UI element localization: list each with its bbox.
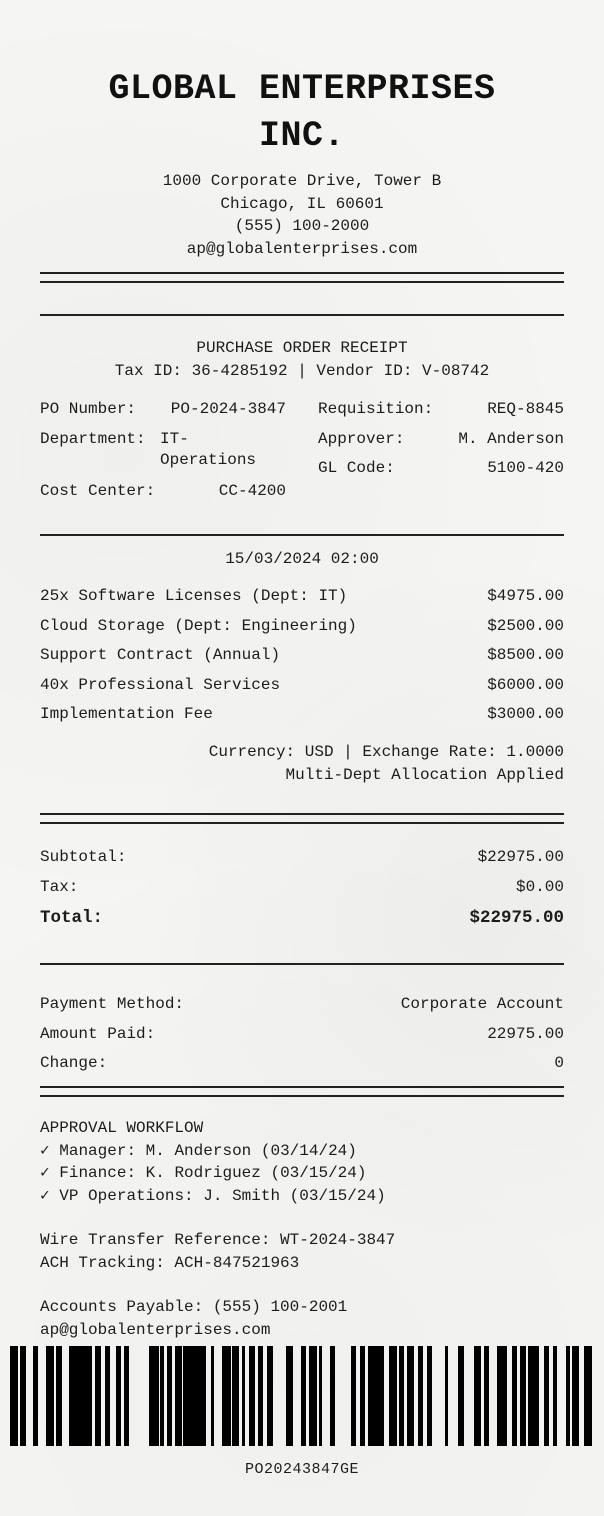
line-item-amount: $6000.00 <box>487 675 564 694</box>
company-address-block <box>40 170 564 260</box>
requisition-label: Requisition: <box>318 400 434 418</box>
po-meta-right <box>318 398 564 502</box>
barcode-gap <box>592 1346 594 1446</box>
cost-center-label: Cost Center: <box>40 482 156 500</box>
po-number-value: PO-2024-3847 <box>170 400 286 418</box>
change-value: 0 <box>554 1054 564 1072</box>
gl-code-value: 5100-420 <box>487 459 564 477</box>
change-row <box>40 1052 564 1074</box>
line-item-desc: Cloud Storage (Dept: Engineering) <box>40 616 357 635</box>
barcode-bar <box>69 1346 92 1446</box>
line-item <box>40 644 564 666</box>
approver-label: Approver: <box>318 430 405 448</box>
ach-tracking: ACH Tracking: ACH-847521963 <box>40 1253 300 1272</box>
requisition-value: REQ-8845 <box>487 400 564 418</box>
po-meta-left <box>40 398 286 502</box>
ap-phone: Accounts Payable: (555) 100-2001 <box>40 1298 348 1316</box>
approval-step: ✓ VP Operations: J. Smith (03/15/24) <box>40 1186 386 1205</box>
cost-center-value: CC-4200 <box>218 482 286 500</box>
divider-single <box>40 963 564 965</box>
department-value-line1: IT- <box>160 430 189 448</box>
receipt-content <box>40 0 564 1341</box>
payment-method-value: Corporate Account <box>400 995 564 1013</box>
po-meta-grid <box>40 398 564 502</box>
department-value <box>160 429 286 471</box>
barcode-number: PO20243847GE <box>244 1461 360 1478</box>
tax-row <box>40 876 564 898</box>
barcode-bar <box>149 1346 159 1446</box>
line-item-desc: Implementation Fee <box>40 705 213 723</box>
address-line-1: 1000 Corporate Drive, Tower B <box>162 172 442 190</box>
barcode-gap <box>129 1346 149 1446</box>
cost-center-row <box>40 480 286 502</box>
amount-paid-label: Amount Paid: <box>40 1024 156 1043</box>
tax-vendor-ids: Tax ID: 36-4285192 | Vendor ID: V-08742 <box>114 361 490 380</box>
totals-block <box>40 846 564 929</box>
line-item-desc: Support Contract (Annual) <box>40 646 281 664</box>
approver-value: M. Anderson <box>458 430 564 448</box>
approval-title: APPROVAL WORKFLOW <box>40 1119 204 1137</box>
ap-email: ap@globalenterprises.com <box>40 1320 271 1339</box>
line-item-desc: 25x Software Licenses (Dept: IT) <box>40 587 348 605</box>
barcode-gap <box>489 1346 497 1446</box>
payment-block <box>40 993 564 1074</box>
line-item-desc: 40x Professional Services <box>40 675 281 694</box>
barcode-bar <box>222 1346 230 1446</box>
barcode-gap <box>464 1346 474 1446</box>
barcode <box>10 1346 594 1446</box>
barcode-gap <box>38 1346 46 1446</box>
barcode-bar <box>368 1346 384 1446</box>
divider-single <box>40 534 564 536</box>
receipt-title-block <box>40 337 564 382</box>
barcode-bar <box>389 1346 397 1446</box>
subtotal-label: Subtotal: <box>40 848 127 866</box>
department-value-line2: Operations <box>160 451 257 469</box>
requisition-row <box>318 398 564 420</box>
barcode-gap <box>214 1346 222 1446</box>
divider-single <box>40 314 564 316</box>
line-item-amount: $2500.00 <box>487 616 564 635</box>
approval-step: ✓ Manager: M. Anderson (03/14/24) <box>40 1141 357 1160</box>
gl-code-row <box>318 458 564 479</box>
approval-workflow <box>40 1117 564 1207</box>
company-name-line2: INC. <box>258 116 345 156</box>
line-item <box>40 615 564 637</box>
barcode-bar <box>46 1346 54 1446</box>
barcode-bar <box>497 1346 507 1446</box>
payment-references <box>40 1229 564 1274</box>
barcode-gap <box>448 1346 458 1446</box>
allocation-note: Multi-Dept Allocation Applied <box>285 765 564 784</box>
currency-notes <box>40 741 564 786</box>
currency-note: Currency: USD | Exchange Rate: 1.0000 <box>208 743 564 761</box>
subtotal-row <box>40 846 564 868</box>
receipt-title: PURCHASE ORDER RECEIPT <box>196 339 408 357</box>
total-label: Total: <box>40 908 104 928</box>
approver-row <box>318 429 564 450</box>
barcode-bar <box>584 1346 592 1446</box>
amount-paid-row <box>40 1023 564 1045</box>
barcode-bar <box>10 1346 18 1446</box>
subtotal-value: $22975.00 <box>477 848 564 866</box>
tax-label: Tax: <box>40 878 79 896</box>
receipt-datetime: 15/03/2024 02:00 <box>225 550 379 568</box>
divider-double <box>40 272 564 283</box>
line-item <box>40 585 564 607</box>
po-number-label: PO Number: <box>40 400 137 418</box>
po-number-row <box>40 398 286 420</box>
line-item-amount: $4975.00 <box>487 587 564 605</box>
department-row <box>40 429 286 471</box>
barcode-gap <box>273 1346 286 1446</box>
company-name <box>40 66 564 160</box>
barcode-bar <box>183 1346 206 1446</box>
wire-reference: Wire Transfer Reference: WT-2024-3847 <box>40 1231 396 1249</box>
change-label: Change: <box>40 1054 108 1072</box>
line-item-amount: $3000.00 <box>487 705 564 723</box>
total-row <box>40 907 564 929</box>
address-line-2: Chicago, IL 60601 <box>220 194 384 213</box>
department-label: Department: <box>40 430 146 448</box>
company-name-line1: GLOBAL ENTERPRISES <box>108 69 496 109</box>
line-item <box>40 674 564 696</box>
gl-code-label: GL Code: <box>318 459 395 477</box>
tax-value: $0.00 <box>515 878 564 896</box>
company-phone: (555) 100-2000 <box>234 217 370 235</box>
line-items <box>40 585 564 725</box>
line-item-amount: $8500.00 <box>487 646 564 664</box>
barcode-gap <box>432 1346 445 1446</box>
barcode-bar <box>528 1346 539 1446</box>
divider-double <box>40 1086 564 1097</box>
barcode-gap <box>557 1346 565 1446</box>
approval-step: ✓ Finance: K. Rodriguez (03/15/24) <box>40 1164 367 1182</box>
divider-double <box>40 813 564 824</box>
barcode-gap <box>293 1346 301 1446</box>
payment-method-row <box>40 993 564 1015</box>
barcode-bar <box>309 1346 317 1446</box>
line-item <box>40 703 564 725</box>
total-value: $22975.00 <box>469 908 564 928</box>
company-email: ap@globalenterprises.com <box>186 239 418 258</box>
amount-paid-value: 22975.00 <box>487 1024 564 1043</box>
barcode-gap <box>335 1346 351 1446</box>
barcode-gap <box>322 1346 330 1446</box>
ap-contact <box>40 1296 564 1341</box>
payment-method-label: Payment Method: <box>40 995 185 1013</box>
